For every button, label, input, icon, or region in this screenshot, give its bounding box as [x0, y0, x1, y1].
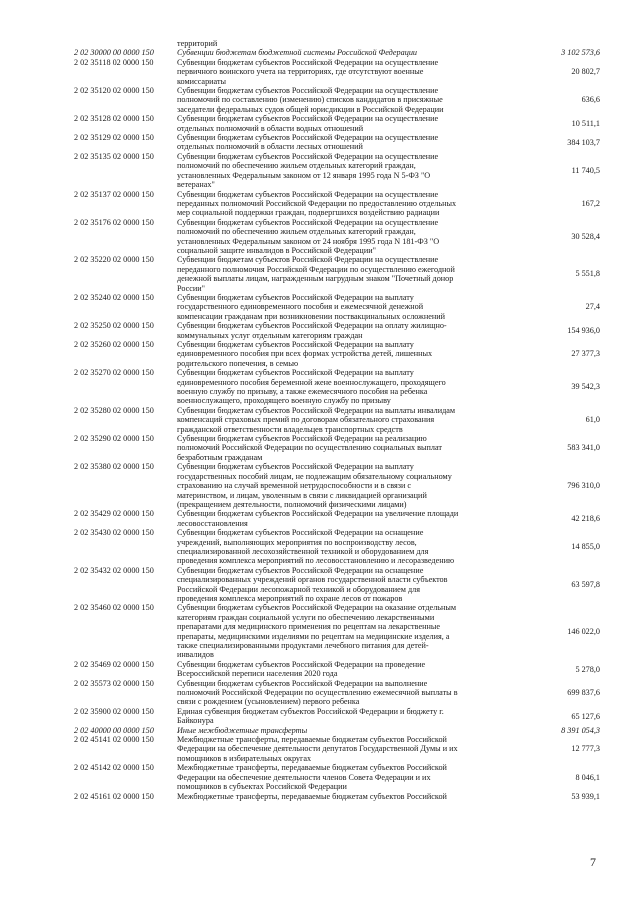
row-description	[177, 679, 502, 707]
row-description	[177, 792, 502, 801]
description-line: Субвенции бюджетам бюджетной системы Российской Федерации	[177, 48, 418, 58]
description-line: препаратами для медицинского применения по рецептам на лекарственные	[177, 622, 440, 632]
row-description	[177, 39, 502, 48]
budget-code: 2 02 35260 02 0000 150	[74, 340, 154, 349]
description-line: Межбюджетные трансферты, передаваемые бюджетам субъектов Российской	[177, 791, 447, 801]
description-line: первичного воинского учета на территориях, где отсутствуют военные	[177, 67, 424, 77]
amount-value: 14 855,0	[571, 542, 600, 552]
description-line: Межбюджетные трансферты, передаваемые бюджетам субъектов Российской	[177, 735, 447, 745]
description-line: страхованию на случай временной нетрудоспособности и в связи с	[177, 481, 412, 491]
description-line: отдельных полномочий в области водных отношений	[177, 123, 364, 133]
description-line: специализированной лесохозяйственной техникой и оборудованием для	[177, 546, 429, 556]
table-row	[0, 255, 640, 293]
budget-code: 2 02 35270 02 0000 150	[74, 368, 154, 378]
amount-value: 3 102 573,6	[561, 48, 600, 58]
table-row	[0, 86, 640, 114]
description-line: Субвенции бюджетам субъектов Российской Федерации на оплату жилищно-	[177, 321, 447, 331]
description-line: заседатели федеральных судов общей юрисдикции в Российской Федерации	[177, 104, 444, 114]
description-line: Межбюджетные трансферты, передаваемые бюджетам субъектов Российской	[177, 763, 447, 773]
description-line: категориям граждан социальной услуги по обеспечению лекарственными	[177, 612, 435, 622]
description-line: учреждений, выполняющих мероприятия по воспроизводству лесов,	[177, 537, 417, 547]
budget-code: 2 02 35176 02 0000 150	[74, 217, 154, 227]
table-row	[0, 566, 640, 604]
row-description	[177, 566, 502, 604]
description-line: территорий	[177, 39, 218, 48]
description-line: Субвенции бюджетам субъектов Российской Федерации на проведение	[177, 659, 426, 669]
description-line: Иные межбюджетные трансферты	[177, 725, 308, 735]
description-line: Всероссийской переписи населения 2020 года	[177, 669, 338, 679]
description-line: денежной выплаты лицам, награжденным нагрудным знаком "Почетный донор	[177, 274, 454, 284]
description-line: Субвенции бюджетам субъектов Российской Федерации на осуществление	[177, 133, 439, 143]
description-line: лесовосстановления	[177, 518, 248, 528]
table-row	[0, 679, 640, 707]
table-row	[0, 293, 640, 321]
description-line: военнослужащего, проходящего военную службу по призыву	[177, 396, 391, 406]
description-line: переданных полномочий Российской Федерации по предоставлению отдельных	[177, 198, 457, 208]
amount-value: 53 939,1	[571, 791, 600, 801]
table-row	[0, 58, 640, 86]
budget-code: 2 02 35280 02 0000 150	[74, 405, 154, 415]
budget-code: 2 02 35250 02 0000 150	[74, 321, 154, 331]
budget-code: 2 02 35290 02 0000 150	[74, 434, 154, 444]
description-line: отдельных полномочий в области лесных отношений	[177, 142, 363, 152]
description-line: Субвенции бюджетам субъектов Российской Федерации на оснащение	[177, 528, 424, 538]
table-row	[0, 321, 640, 340]
description-line: военную службу по призыву, а также ежемесячного пособия на ребенка	[177, 387, 428, 397]
row-description	[177, 133, 502, 152]
amount-value: 5 278,0	[575, 664, 600, 674]
row-description	[177, 255, 502, 293]
description-line: Субвенции бюджетам субъектов Российской Федерации на осуществление	[177, 255, 439, 265]
budget-code: 2 02 30000 00 0000 150	[74, 48, 154, 58]
description-line: Субвенции бюджетам субъектов Российской Федерации на выплату	[177, 292, 414, 302]
row-description	[177, 114, 502, 133]
description-line: Субвенции бюджетам субъектов Российской Федерации на осуществление	[177, 217, 439, 227]
description-line: Субвенции бюджетам субъектов Российской Федерации на реализацию	[177, 434, 427, 444]
row-description	[177, 58, 502, 86]
description-line: проведения комплекса мероприятий по лесовосстановлению и лесоразведению	[177, 556, 455, 566]
description-line: полномочий Российской Федерации по осуществлению ежемесячной выплаты в	[177, 688, 458, 698]
table-row	[0, 39, 640, 48]
amount-value: 167,2	[581, 198, 600, 208]
budget-code: 2 02 35900 02 0000 150	[74, 706, 154, 716]
budget-code: 2 02 45142 02 0000 150	[74, 763, 154, 773]
budget-code: 2 02 35432 02 0000 150	[74, 565, 154, 575]
row-description	[177, 218, 502, 256]
table-row	[0, 763, 640, 791]
row-description	[177, 462, 502, 509]
budget-code: 2 02 35460 02 0000 150	[74, 603, 154, 613]
amount-value: 699 837,6	[567, 688, 600, 698]
row-description	[177, 735, 502, 763]
description-line: государственных пособий лицам, не подлежащим обязательному социальному	[177, 471, 452, 481]
amount-value: 796 310,0	[567, 481, 600, 491]
description-line: также специализированными продуктами лечебного питания для детей-	[177, 641, 429, 650]
amount-value: 11 740,5	[571, 165, 600, 175]
description-line: единовременного пособия при всех формах устройства детей, лишенных	[177, 349, 433, 359]
description-line: Федерации на обеспечение деятельности депутатов Государственной Думы и их	[177, 744, 458, 754]
description-line: Субвенции бюджетам субъектов Российской Федерации на выплату	[177, 368, 414, 378]
description-line: государственного единовременного пособия и ежемесячной денежной	[177, 302, 424, 312]
description-line: родительского попечения, в семью	[177, 358, 299, 368]
budget-code: 2 02 35573 02 0000 150	[74, 678, 154, 688]
amount-value: 65 127,6	[571, 711, 600, 721]
amount-value: 12 777,3	[571, 744, 600, 754]
table-row	[0, 509, 640, 528]
description-line: гражданской ответственности владельцев транспортных средств	[177, 424, 403, 434]
description-line: Субвенции бюджетам субъектов Российской Федерации на осуществление	[177, 189, 439, 199]
description-line: комиссариаты	[177, 76, 227, 86]
revenue-table	[0, 39, 640, 801]
description-line: Субвенции бюджетам субъектов Российской Федерации на выплаты инвалидам	[177, 405, 456, 415]
description-line: (прекращением деятельности, полномочий физическими лицами)	[177, 499, 407, 509]
description-line: социальной защите инвалидов в Российской Федерации"	[177, 245, 376, 255]
table-row	[0, 368, 640, 406]
amount-value: 583 341,0	[567, 443, 600, 453]
description-line: инвалидов	[177, 650, 214, 660]
amount-value: 20 802,7	[571, 67, 600, 77]
table-row	[0, 190, 640, 218]
amount-value: 154 936,0	[567, 325, 600, 335]
table-row	[0, 152, 640, 190]
budget-code: 2 02 35129 02 0000 150	[74, 133, 154, 143]
amount-value: 636,6	[581, 95, 600, 105]
row-description	[177, 86, 502, 114]
description-line: полномочий по составлению (изменению) списков кандидатов в присяжные	[177, 95, 443, 105]
row-description	[177, 190, 502, 218]
row-description	[177, 726, 502, 735]
amount-value: 63 597,8	[571, 579, 600, 589]
description-line: компенсации гражданам при возникновении поствакцинальных осложнений	[177, 311, 446, 321]
description-line: компенсаций страховых премий по договорам обязательного страхования	[177, 415, 435, 425]
description-line: установленных Федеральным законом от 12 января 1995 года N 5-ФЗ "О	[177, 170, 431, 180]
description-line: полномочий по обеспечению жильем отдельных категорий граждан,	[177, 227, 416, 237]
table-row	[0, 528, 640, 566]
description-line: полномочий по обеспечению жильем отдельных категорий граждан,	[177, 161, 416, 171]
description-line: Субвенции бюджетам субъектов Российской Федерации на выплату	[177, 462, 414, 472]
budget-code: 2 02 35429 02 0000 150	[74, 509, 154, 519]
budget-code: 2 02 35380 02 0000 150	[74, 462, 154, 472]
amount-value: 146 022,0	[567, 626, 600, 636]
table-row	[0, 735, 640, 763]
amount-value: 8 391 054,3	[561, 725, 600, 735]
description-line: Единая субвенция бюджетам субъектов Российской Федерации и бюджету г.	[177, 706, 444, 716]
row-description	[177, 368, 502, 406]
table-row	[0, 406, 640, 434]
budget-code: 2 02 35137 02 0000 150	[74, 189, 154, 199]
description-line: Субвенции бюджетам субъектов Российской Федерации на осуществление	[177, 57, 439, 67]
table-row	[0, 707, 640, 726]
description-line: коммунальных услуг отдельным категориям граждан	[177, 330, 363, 340]
row-description	[177, 406, 502, 434]
row-description	[177, 48, 502, 57]
description-line: материнством, и лицам, уволенным в связи с ликвидацией организаций	[177, 490, 427, 500]
table-row	[0, 462, 640, 509]
description-line: помощников в избирательных округах	[177, 753, 312, 763]
description-line: Субвенции бюджетам субъектов Российской Федерации на осуществление	[177, 86, 439, 96]
amount-value: 61,0	[585, 415, 600, 425]
table-row	[0, 603, 640, 659]
description-line: ветеранах"	[177, 180, 215, 190]
description-line: России"	[177, 283, 206, 293]
description-line: Российской Федерации лесопожарной техникой и оборудованием для	[177, 584, 421, 594]
description-line: препараты, медицинскими изделиями по рецептам на медицинские изделия, а	[177, 631, 450, 641]
description-line: Федерации на обеспечение деятельности членов Совета Федерации и их	[177, 772, 431, 782]
description-line: Субвенции бюджетам субъектов Российской Федерации на выплату	[177, 340, 414, 349]
amount-value: 39 542,3	[571, 382, 600, 392]
budget-code: 2 02 35240 02 0000 150	[74, 292, 154, 302]
amount-value: 27 377,3	[571, 349, 600, 359]
table-row	[0, 792, 640, 801]
description-line: проведения комплекса мероприятий по охране лесов от пожаров	[177, 593, 403, 603]
budget-code: 2 02 35120 02 0000 150	[74, 86, 154, 96]
row-description	[177, 321, 502, 340]
row-description	[177, 509, 502, 528]
description-line: Субвенции бюджетам субъектов Российской Федерации на осуществление	[177, 151, 439, 161]
budget-code: 2 02 35469 02 0000 150	[74, 659, 154, 669]
description-line: единовременного пособия беременной жене военнослужащего, проходящего	[177, 377, 446, 387]
description-line: безработным гражданам	[177, 452, 263, 462]
description-line: Байконура	[177, 716, 214, 726]
budget-code: 2 02 35118 02 0000 150	[74, 57, 154, 67]
description-line: Субвенции бюджетам субъектов Российской Федерации на увеличение площади	[177, 509, 459, 519]
row-description	[177, 707, 502, 726]
table-row	[0, 218, 640, 256]
row-description	[177, 603, 502, 659]
row-description	[177, 434, 502, 462]
budget-code: 2 02 40000 00 0000 150	[74, 725, 154, 735]
amount-value: 8 046,1	[575, 772, 600, 782]
description-line: Субвенции бюджетам субъектов Российской Федерации на осуществление	[177, 114, 439, 124]
budget-code: 2 02 35430 02 0000 150	[74, 528, 154, 538]
table-row	[0, 133, 640, 152]
row-description	[177, 763, 502, 791]
row-description	[177, 660, 502, 679]
description-line: установленных Федеральным законом от 24 ноября 1995 года N 181-ФЗ "О	[177, 236, 440, 246]
description-line: полномочий Российской Федерации по осуществлению социальных выплат	[177, 443, 442, 453]
row-description	[177, 152, 502, 190]
amount-value: 384 103,7	[567, 137, 600, 147]
description-line: связи с рождением (усыновлением) первого ребенка	[177, 697, 360, 707]
table-row	[0, 48, 640, 57]
row-description	[177, 340, 502, 368]
description-line: мер социальной поддержки граждан, подвергшихся воздействию радиации	[177, 208, 440, 218]
budget-code: 2 02 35220 02 0000 150	[74, 255, 154, 265]
budget-code: 2 02 45141 02 0000 150	[74, 735, 154, 745]
amount-value: 42 218,6	[571, 514, 600, 523]
amount-value: 5 551,8	[575, 269, 600, 279]
table-row	[0, 660, 640, 679]
row-description	[177, 293, 502, 321]
budget-code: 2 02 35135 02 0000 150	[74, 151, 154, 161]
description-line: помощников в субъектах Российской Федерации	[177, 782, 347, 792]
row-description	[177, 528, 502, 566]
table-row	[0, 340, 640, 368]
description-line: переданного полномочия Российской Федерации по осуществлению ежегодной	[177, 264, 455, 274]
table-row	[0, 114, 640, 133]
description-line: Субвенции бюджетам субъектов Российской Федерации на оснащение	[177, 565, 424, 575]
page-number: 7	[590, 855, 596, 869]
amount-value: 10 511,1	[571, 118, 600, 128]
description-line: специализированных учреждений органов государственной власти субъектов	[177, 575, 448, 585]
table-row	[0, 726, 640, 735]
description-line: Субвенции бюджетам субъектов Российской Федерации на оказание отдельным	[177, 603, 457, 613]
amount-value: 27,4	[585, 302, 600, 312]
budget-code: 2 02 35128 02 0000 150	[74, 114, 154, 124]
description-line: Субвенции бюджетам субъектов Российской Федерации на выполнение	[177, 678, 428, 688]
table-row	[0, 434, 640, 462]
budget-code: 2 02 45161 02 0000 150	[74, 791, 154, 801]
amount-value: 30 528,4	[571, 231, 600, 241]
